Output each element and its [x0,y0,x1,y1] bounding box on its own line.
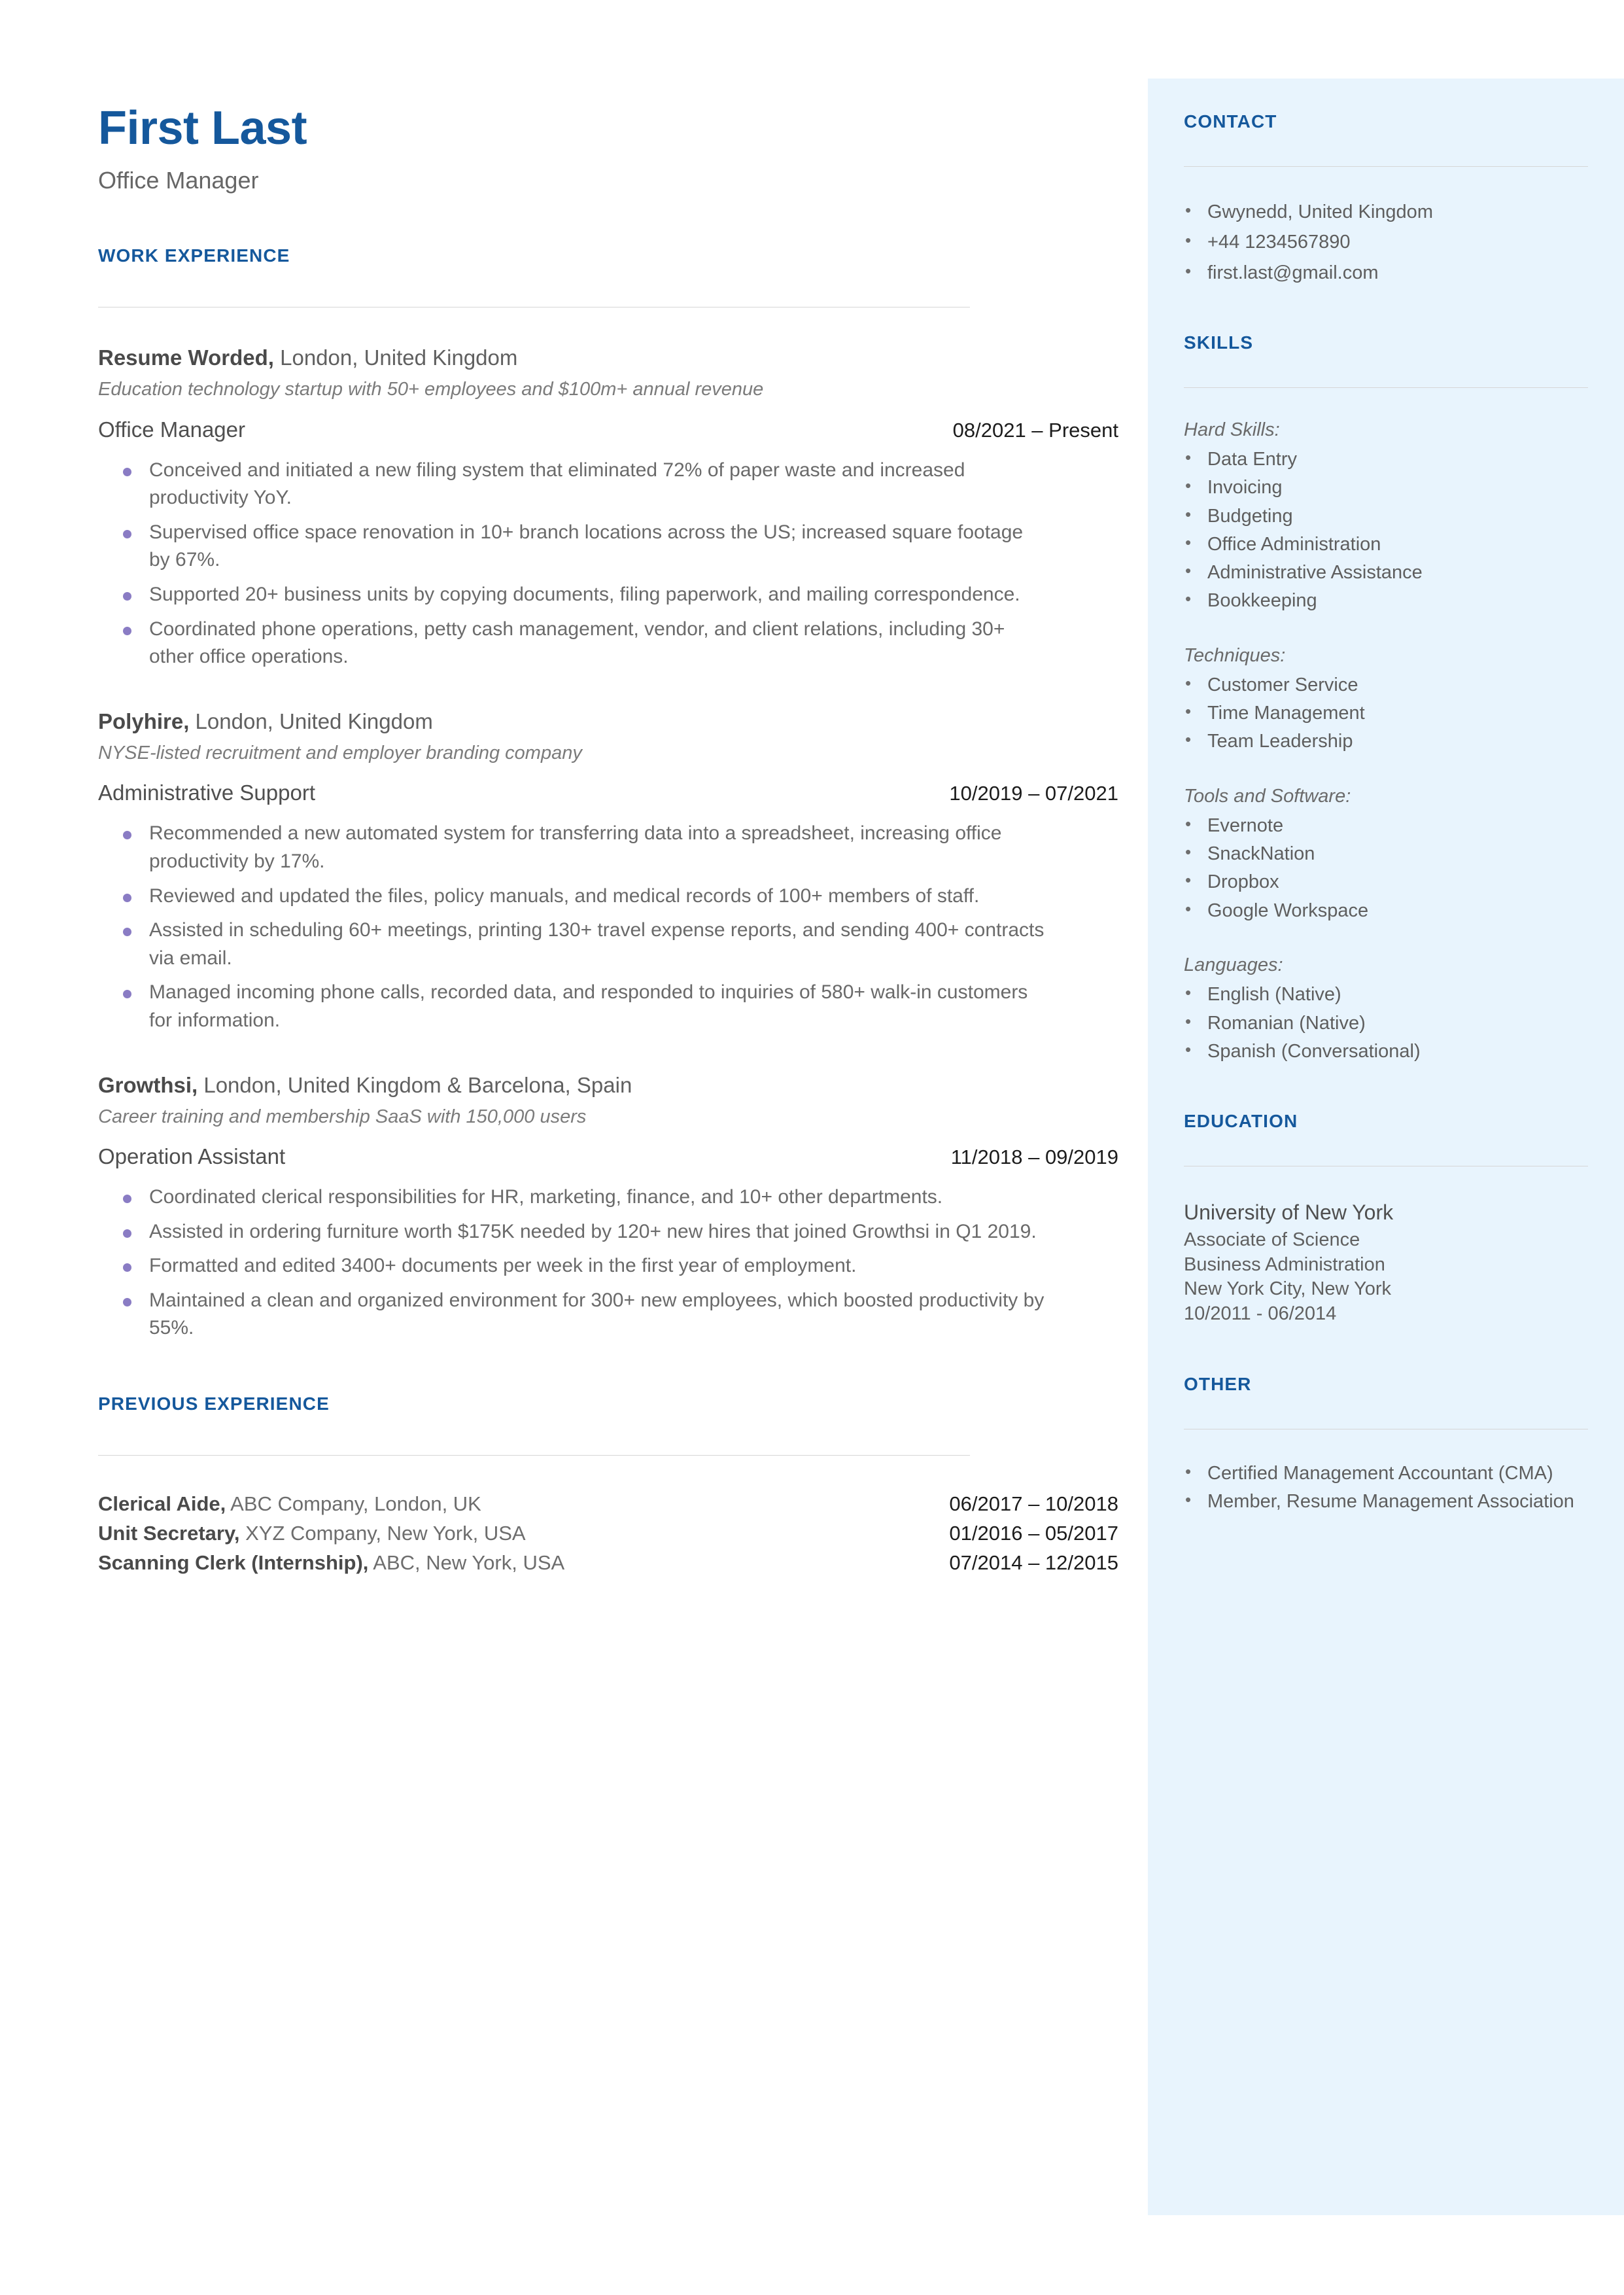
job-entry [98,1072,1118,1342]
company-description: NYSE-listed recruitment and employer branding company [98,743,582,764]
role-title: Operation Assistant [98,1144,286,1168]
contact-location: • Gwynedd, United Kingdom [1184,200,1588,224]
previous-role-date: 06/2017 – 10/2018 [949,1492,1118,1515]
job-bullet-list [98,820,1118,1034]
role-row [98,417,1118,442]
previous-role-label [98,1492,481,1516]
list-item: • Dropbox [1184,869,1588,894]
contact-phone[interactable]: • +44 1234567890 [1184,230,1588,254]
job-title-subtitle: Office Manager [98,167,259,194]
skill-group-languages [1184,953,1588,1064]
company-description: Career training and membership SaaS with 150,000 users [98,1106,587,1127]
company-location: London, United Kingdom [273,345,518,370]
education-degree: Associate of Science [1184,1229,1360,1251]
previous-role-date: 07/2014 – 12/2015 [949,1550,1118,1574]
list-item: Supported 20+ business units by copying documents, filing paperwork, and mailing correspondence. [98,581,1046,609]
section-divider-previous-experience [98,1455,970,1456]
education-entry [1184,1199,1588,1327]
list-item: • Spanish (Conversational) [1184,1039,1588,1064]
list-item: Assisted in scheduling 60+ meetings, printing 130+ travel expense reports, and sending 400+ contracts via email. [98,917,1046,972]
role-date: 11/2018 – 09/2019 [950,1146,1118,1168]
contact-list [1184,200,1588,285]
company-description: Education technology startup with 50+ employees and $100m+ annual revenue [98,379,764,400]
skill-group-hard-skills [1184,418,1588,614]
role-row [98,1144,1118,1169]
list-item: • Team Leadership [1184,729,1588,754]
list-item: Maintained a clean and organized environment for 300+ new employees, which boosted productivity by 55%. [98,1287,1046,1342]
job-bullet-list [98,1183,1118,1342]
role-title: Office Manager [98,417,246,442]
list-item: • Google Workspace [1184,898,1588,923]
section-heading-skills: SKILLS [1184,332,1254,353]
section-heading-education: EDUCATION [1184,1111,1298,1132]
other-list [1184,1461,1588,1515]
skill-group-label: Languages: [1184,955,1283,975]
list-item: • English (Native) [1184,982,1588,1007]
job-bullet-list [98,457,1118,671]
section-heading-contact: CONTACT [1184,111,1277,131]
previous-experience-list [98,1492,1118,1575]
role-row [98,780,1118,805]
list-item: • Bookkeeping [1184,588,1588,613]
previous-role-title: Scanning Clerk (Internship), [98,1550,369,1574]
sidebar [1148,79,1624,2215]
previous-role-detail: XYZ Company, New York, USA [239,1521,526,1545]
section-heading-work-experience: WORK EXPERIENCE [98,245,290,266]
list-item: • Time Management [1184,701,1588,726]
job-entry [98,708,1118,1035]
skill-group-label: Techniques: [1184,644,1286,666]
previous-role-label [98,1522,526,1545]
table-row [98,1492,1118,1516]
list-item: • Administrative Assistance [1184,560,1588,585]
role-title: Administrative Support [98,780,315,805]
skill-group-label: Tools and Software: [1184,785,1351,807]
role-date: 08/2021 – Present [952,418,1118,442]
list-item: • Customer Service [1184,673,1588,697]
list-item: • Member, Resume Management Association [1184,1489,1588,1515]
main-column [98,102,1118,1581]
company-location: London, United Kingdom [189,709,433,733]
previous-role-date: 01/2016 – 05/2017 [949,1521,1118,1545]
section-divider-contact [1184,166,1588,167]
list-item: Supervised office space renovation in 10+ branch locations across the US; increased square footage by 67%. [98,519,1046,574]
company-name: Resume Worded, [98,345,274,370]
skill-group-label: Hard Skills: [1184,419,1280,440]
company-name: Growthsi, [98,1072,198,1097]
previous-role-title: Clerical Aide, [98,1492,226,1515]
previous-role-detail: ABC, New York, USA [368,1550,565,1574]
list-item: • Romanian (Native) [1184,1011,1588,1036]
list-item: • Evernote [1184,813,1588,838]
list-item: • Office Administration [1184,532,1588,557]
contact-email[interactable]: • first.last@gmail.com [1184,260,1588,285]
list-item: Coordinated phone operations, petty cash management, vendor, and client relations, including 30+ other office operations. [98,616,1046,671]
list-item: • Invoicing [1184,475,1588,500]
list-item: Formatted and edited 3400+ documents per week in the first year of employment. [98,1252,1046,1280]
list-item: Conceived and initiated a new filing system that eliminated 72% of paper waste and increased productivity YoY. [98,457,1046,512]
section-heading-previous-experience: PREVIOUS EXPERIENCE [98,1393,330,1414]
company-line [98,708,1118,735]
company-line [98,1072,1118,1098]
company-line [98,344,1118,371]
list-item: Recommended a new automated system for transferring data into a spreadsheet, increasing office productivity by 17%. [98,820,1046,875]
company-location: London, United Kingdom & Barcelona, Spain [198,1072,632,1097]
previous-role-label [98,1551,564,1575]
skill-group-techniques [1184,644,1588,754]
section-heading-other: OTHER [1184,1373,1252,1394]
skill-group-tools-and-software [1184,784,1588,923]
education-location: New York City, New York [1184,1278,1391,1300]
list-item: • Certified Management Accountant (CMA) [1184,1461,1588,1486]
job-entry [98,344,1118,671]
page-title: First Last [98,102,307,154]
section-divider-skills [1184,387,1588,388]
list-item: Assisted in ordering furniture worth $175K needed by 120+ new hires that joined Growthsi in Q1 2019. [98,1218,1046,1246]
list-item: Coordinated clerical responsibilities for HR, marketing, finance, and 10+ other departments. [98,1183,1046,1212]
previous-role-detail: ABC Company, London, UK [226,1492,481,1515]
previous-role-title: Unit Secretary, [98,1521,240,1545]
list-item: • Data Entry [1184,447,1588,472]
table-row [98,1522,1118,1545]
education-dates: 10/2011 - 06/2014 [1184,1303,1337,1325]
list-item: Reviewed and updated the files, policy manuals, and medical records of 100+ members of staff. [98,883,1046,911]
company-name: Polyhire, [98,709,190,733]
table-row [98,1551,1118,1575]
education-school: University of New York [1184,1200,1394,1225]
education-field: Business Administration [1184,1253,1385,1275]
list-item: • SnackNation [1184,841,1588,866]
role-date: 10/2019 – 07/2021 [949,782,1118,805]
list-item: Managed incoming phone calls, recorded data, and responded to inquiries of 580+ walk-in customers for information. [98,979,1046,1034]
list-item: • Budgeting [1184,504,1588,529]
